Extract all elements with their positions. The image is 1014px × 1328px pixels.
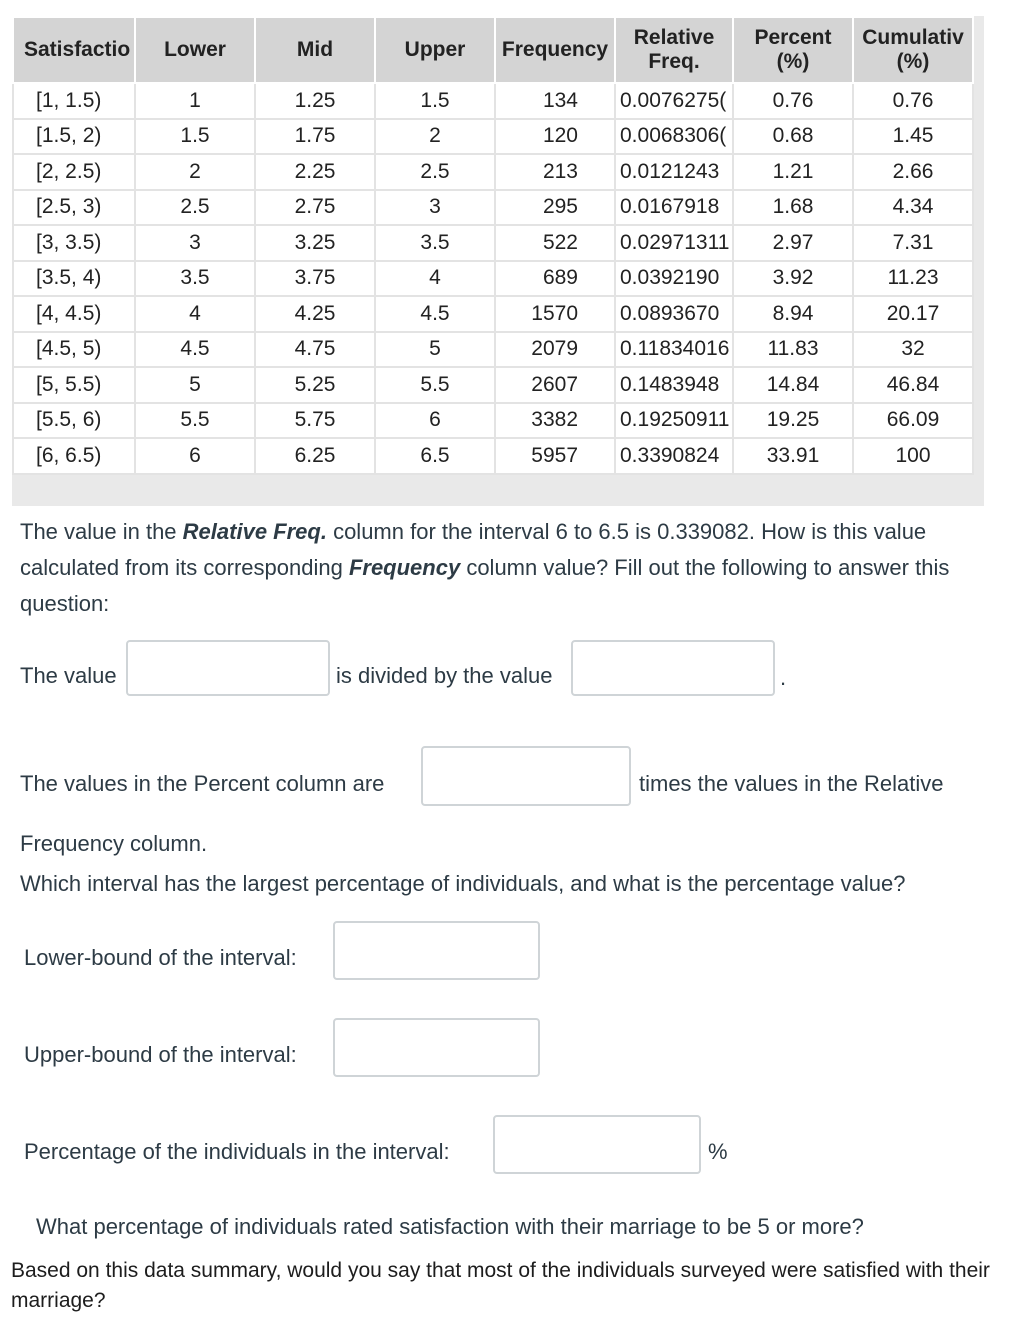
cell-cumulative: 32 [853, 332, 973, 368]
cell-cumulative: 100 [853, 438, 973, 474]
cell-percent: 8.94 [733, 296, 853, 332]
cell-cumulative: 20.17 [853, 296, 973, 332]
numerator-input[interactable] [126, 640, 330, 696]
cell-cumulative: 2.66 [853, 154, 973, 190]
denominator-input[interactable] [571, 640, 775, 696]
cell-frequency: 2079 [495, 332, 615, 368]
upper-bound-input[interactable] [333, 1018, 540, 1077]
cell-lower: 1.5 [135, 119, 255, 155]
table-row [13, 261, 973, 297]
cell-relative-freq: 0.0068306( [615, 119, 733, 155]
column-header-cumulative: Cumulativ (%) [853, 17, 973, 83]
cell-percent: 2.97 [733, 225, 853, 261]
cell-lower: 5.5 [135, 403, 255, 439]
cell-lower: 4 [135, 296, 255, 332]
cell-mid: 2.75 [255, 190, 375, 226]
cell-cumulative: 11.23 [853, 261, 973, 297]
cell-frequency: 120 [495, 119, 615, 155]
cell-upper: 3.5 [375, 225, 495, 261]
cell-lower: 2.5 [135, 190, 255, 226]
largest-interval-prompt: Which interval has the largest percentage of individuals, and what is the percentage value? [20, 871, 906, 896]
cell-mid: 3.75 [255, 261, 375, 297]
cell-upper: 5 [375, 332, 495, 368]
cell-satisfaction: [4, 4.5) [13, 296, 135, 332]
table-header-row [13, 17, 973, 83]
cell-frequency: 689 [495, 261, 615, 297]
cell-cumulative: 46.84 [853, 367, 973, 403]
table-row [13, 225, 973, 261]
table-row [13, 438, 973, 474]
table-row [13, 154, 973, 190]
cell-cumulative: 0.76 [853, 83, 973, 119]
frequency-table-container [12, 16, 984, 506]
cell-relative-freq: 0.1483948 [615, 367, 733, 403]
percentage-input[interactable] [493, 1115, 701, 1174]
question-1-intro: The value in the [20, 519, 183, 544]
frequency-table [12, 16, 974, 475]
cell-percent: 1.68 [733, 190, 853, 226]
period: . [780, 665, 787, 690]
cell-mid: 5.75 [255, 403, 375, 439]
relative-freq-emphasis: Relative Freq. [182, 519, 327, 544]
column-header-satisfaction: Satisfactio [13, 17, 135, 83]
cell-percent: 19.25 [733, 403, 853, 439]
percentage-label: Percentage of the individuals in the interval: [24, 1139, 450, 1164]
column-header-lower: Lower [135, 17, 255, 83]
table-row [13, 83, 973, 119]
cell-mid: 2.25 [255, 154, 375, 190]
label-the-value: The value [20, 663, 117, 688]
cell-lower: 3.5 [135, 261, 255, 297]
cell-frequency: 522 [495, 225, 615, 261]
cell-mid: 6.25 [255, 438, 375, 474]
cell-upper: 4.5 [375, 296, 495, 332]
upper-bound-label: Upper-bound of the interval: [24, 1042, 297, 1067]
five-or-more-prompt: What percentage of individuals rated satisfaction with their marriage to be 5 or more? [36, 1214, 864, 1239]
table-row [13, 296, 973, 332]
cell-satisfaction: [1.5, 2) [13, 119, 135, 155]
cell-relative-freq: 0.0893670 [615, 296, 733, 332]
cell-relative-freq: 0.3390824 [615, 438, 733, 474]
cell-frequency: 5957 [495, 438, 615, 474]
table-row [13, 403, 973, 439]
cell-frequency: 134 [495, 83, 615, 119]
question-1-intro-end: column value? Fill out the following to answer this question: [20, 555, 950, 616]
cell-cumulative: 66.09 [853, 403, 973, 439]
cell-cumulative: 1.45 [853, 119, 973, 155]
cell-relative-freq: 0.0121243 [615, 154, 733, 190]
percent-column-label: The values in the Percent column are [20, 771, 385, 796]
cell-mid: 4.25 [255, 296, 375, 332]
cell-lower: 5 [135, 367, 255, 403]
cell-percent: 33.91 [733, 438, 853, 474]
cell-relative-freq: 0.19250911 [615, 403, 733, 439]
cell-upper: 2.5 [375, 154, 495, 190]
cell-upper: 6.5 [375, 438, 495, 474]
table-row [13, 190, 973, 226]
frequency-column-label: Frequency column. [20, 831, 208, 856]
cell-upper: 1.5 [375, 83, 495, 119]
cell-satisfaction: [5, 5.5) [13, 367, 135, 403]
cell-upper: 6 [375, 403, 495, 439]
cell-satisfaction: [5.5, 6) [13, 403, 135, 439]
cell-mid: 5.25 [255, 367, 375, 403]
cell-relative-freq: 0.0167918 [615, 190, 733, 226]
column-header-frequency: Frequency [495, 17, 615, 83]
cell-mid: 3.25 [255, 225, 375, 261]
cell-relative-freq: 0.0392190 [615, 261, 733, 297]
cell-satisfaction: [1, 1.5) [13, 83, 135, 119]
table-row [13, 332, 973, 368]
table-row [13, 367, 973, 403]
cell-upper: 5.5 [375, 367, 495, 403]
cell-satisfaction: [3, 3.5) [13, 225, 135, 261]
cell-upper: 2 [375, 119, 495, 155]
cell-satisfaction: [2.5, 3) [13, 190, 135, 226]
lower-bound-input[interactable] [333, 921, 540, 980]
cell-lower: 1 [135, 83, 255, 119]
cell-satisfaction: [2, 2.5) [13, 154, 135, 190]
question-1-text [20, 514, 980, 622]
lower-bound-label: Lower-bound of the interval: [24, 945, 297, 970]
cell-frequency: 295 [495, 190, 615, 226]
cell-percent: 11.83 [733, 332, 853, 368]
column-header-relative-freq: Relative Freq. [615, 17, 733, 83]
cell-lower: 4.5 [135, 332, 255, 368]
cell-relative-freq: 0.11834016 [615, 332, 733, 368]
multiplier-input[interactable] [421, 746, 631, 806]
cell-relative-freq: 0.0076275( [615, 83, 733, 119]
table-body [13, 83, 973, 474]
cell-lower: 2 [135, 154, 255, 190]
cell-frequency: 1570 [495, 296, 615, 332]
cell-upper: 3 [375, 190, 495, 226]
frequency-emphasis: Frequency [348, 555, 461, 580]
cell-percent: 0.68 [733, 119, 853, 155]
cell-percent: 3.92 [733, 261, 853, 297]
cell-mid: 1.75 [255, 119, 375, 155]
cell-percent: 14.84 [733, 367, 853, 403]
cell-cumulative: 7.31 [853, 225, 973, 261]
cell-upper: 4 [375, 261, 495, 297]
relative-label: times the values in the Relative [639, 771, 944, 796]
cell-frequency: 3382 [495, 403, 615, 439]
table-row [13, 119, 973, 155]
cell-mid: 1.25 [255, 83, 375, 119]
cell-satisfaction: [6, 6.5) [13, 438, 135, 474]
cell-satisfaction: [4.5, 5) [13, 332, 135, 368]
cell-lower: 6 [135, 438, 255, 474]
question-1-intro-cont: column for the interval 6 to 6.5 is 0.339082. How is this value calculated from its corresponding [20, 519, 927, 580]
column-header-mid: Mid [255, 17, 375, 83]
column-header-percent: Percent (%) [733, 17, 853, 83]
cell-percent: 0.76 [733, 83, 853, 119]
column-header-upper: Upper [375, 17, 495, 83]
percent-sign: % [708, 1139, 728, 1164]
cell-cumulative: 4.34 [853, 190, 973, 226]
cell-relative-freq: 0.02971311 [615, 225, 733, 261]
cell-mid: 4.75 [255, 332, 375, 368]
label-divided-by: is divided by the value [336, 663, 553, 688]
cell-frequency: 2607 [495, 367, 615, 403]
cell-percent: 1.21 [733, 154, 853, 190]
satisfied-prompt: Based on this data summary, would you say that most of the individuals surveyed were satisfied with their marriage? [11, 1259, 990, 1312]
cell-frequency: 213 [495, 154, 615, 190]
cell-lower: 3 [135, 225, 255, 261]
cell-satisfaction: [3.5, 4) [13, 261, 135, 297]
